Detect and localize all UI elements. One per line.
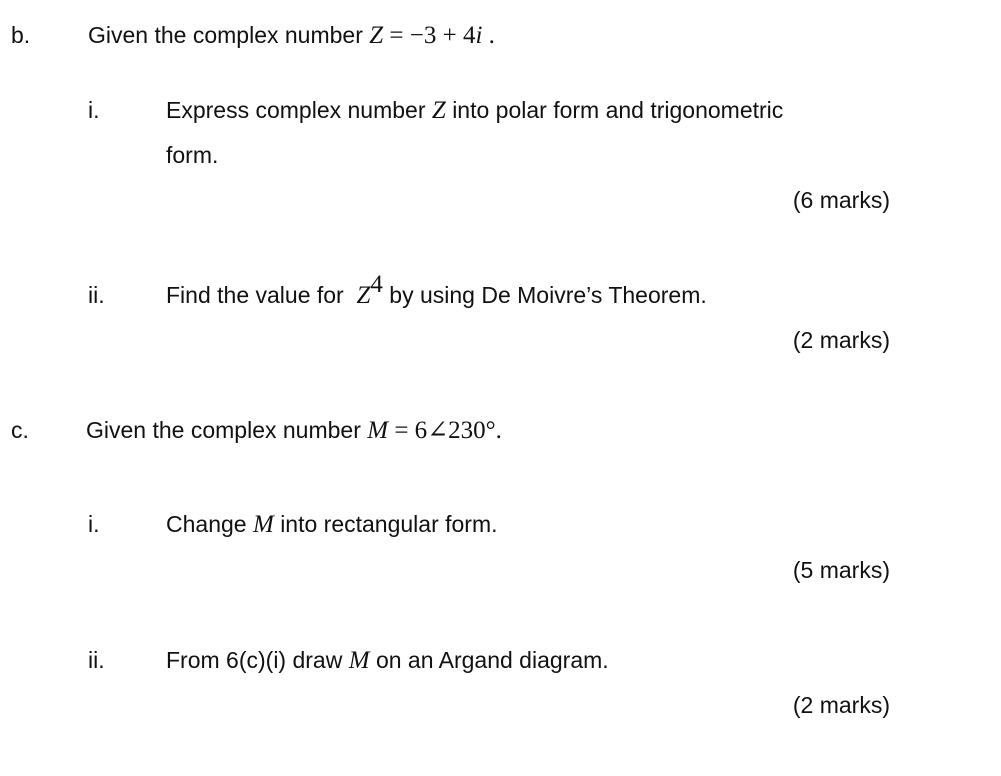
part-c-question <box>86 416 502 445</box>
part-b-i-label: i. <box>88 97 100 123</box>
math-rhs: −3 + 4 <box>409 22 476 49</box>
part-b-i-text-before: Express complex number <box>166 97 426 123</box>
math-angle-value: 230° <box>448 417 496 444</box>
part-b-label: b. <box>11 22 31 48</box>
part-b-i-line2: form. <box>166 142 219 168</box>
part-b-ii-text-before: Find the value for <box>166 282 344 308</box>
part-c-ii-marks: (2 marks) <box>792 692 890 718</box>
part-b-ii-text-after: by using De Moivre’s Theorem. <box>389 282 707 308</box>
part-c-ii-text-before: From 6(c)(i) draw <box>166 647 343 673</box>
math-var-z: Z <box>356 282 371 309</box>
math-equals: = <box>383 22 410 49</box>
part-b-ii-marks: (2 marks) <box>792 327 890 353</box>
math-var-m: M <box>252 511 274 538</box>
part-b-question <box>88 21 495 50</box>
part-c-stem: Given the complex number <box>86 417 361 443</box>
part-c-ii-text-after: on an Argand diagram. <box>375 647 609 673</box>
part-c-ii-question <box>166 646 609 675</box>
part-c-label: c. <box>11 417 29 443</box>
angle-symbol: ∠ <box>427 417 449 444</box>
math-var-z: Z <box>431 97 446 124</box>
math-equals-six: = 6 <box>388 417 428 444</box>
part-b-i-text-after: into polar form and trigonometric <box>452 97 784 123</box>
math-exponent: 4 <box>370 271 383 298</box>
part-c-i-label: i. <box>88 511 100 537</box>
part-b-i-line1 <box>166 96 783 125</box>
part-c-ii-label: ii. <box>88 647 105 673</box>
part-b-stem: Given the complex number <box>88 22 363 48</box>
math-var-m: M <box>348 647 370 674</box>
part-c-i-marks: (5 marks) <box>792 557 890 583</box>
part-b-i-marks: (6 marks) <box>792 187 890 213</box>
math-imag-unit: i <box>475 22 483 49</box>
part-c-i-text-after: into rectangular form. <box>280 511 498 537</box>
part-c-i-text-before: Change <box>166 511 247 537</box>
part-b-ii-question <box>166 271 707 310</box>
math-period: . <box>495 417 502 444</box>
part-b-ii-label: ii. <box>88 282 105 308</box>
math-var-z: Z <box>369 22 384 49</box>
math-period: . <box>482 22 495 49</box>
math-var-m: M <box>367 417 389 444</box>
part-c-i-question <box>166 510 498 539</box>
